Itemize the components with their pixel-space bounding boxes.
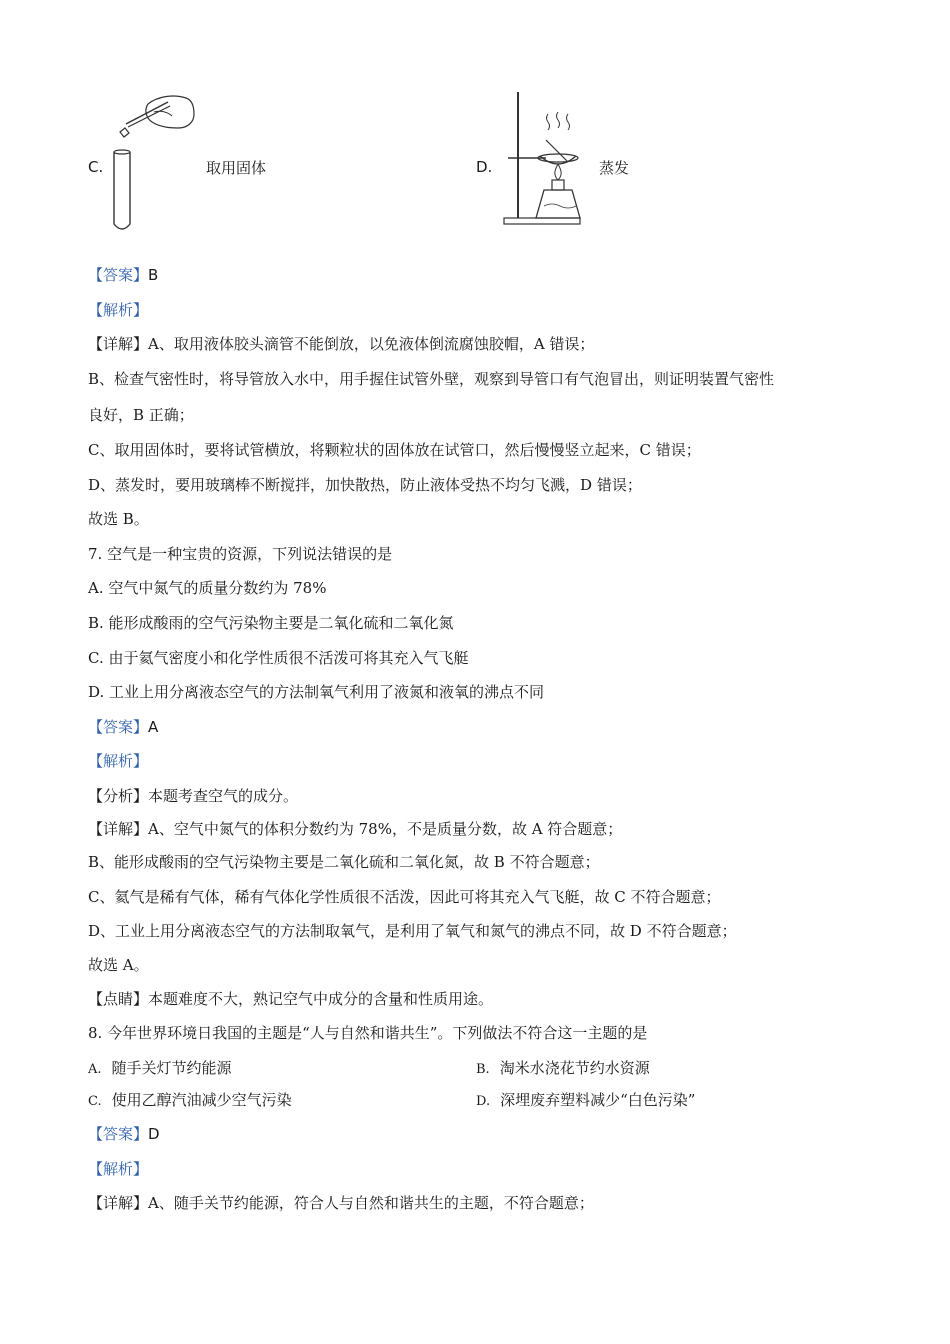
analysis-tag: 【解析】 — [88, 301, 149, 319]
answer-tag: 【答案】 — [88, 718, 149, 736]
answer-tag: 【答案】 — [88, 266, 149, 284]
option-c-caption: 取用固体 — [206, 159, 267, 177]
detail-line: 【详解】A、取用液体胶头滴管不能倒放，以免液体倒流腐蚀胶帽，A 错误； — [88, 335, 595, 353]
question-8-stem: 8. 今年世界环境日我国的主题是“人与自然和谐共生”。下列做法不符合这一主题的是 — [88, 1024, 648, 1042]
option-d-letter: D. — [476, 158, 493, 176]
test-tube-solid-illustration — [108, 92, 200, 234]
answer-line-q6 — [88, 265, 868, 285]
evaporation-apparatus-illustration — [500, 90, 592, 230]
question-7-stem: 7. 空气是一种宝贵的资源，下列说法错误的是 — [88, 545, 393, 563]
detail-line: C、氦气是稀有气体，稀有气体化学性质很不活泼，因此可将其充入气飞艇，故 C 不符合题意； — [88, 888, 721, 906]
analysis-heading-q7 — [88, 751, 868, 771]
figure-row — [0, 88, 950, 238]
question-8-option-d: D. 深埋废弃塑料减少“白色污染” — [476, 1091, 696, 1109]
answer-value: A — [148, 718, 159, 736]
question-8-option-b: B. 淘米水浇花节约水资源 — [476, 1059, 650, 1077]
question-7-option-d: D. 工业上用分离液态空气的方法制氧气利用了液氮和液氧的沸点不同 — [88, 683, 545, 701]
option-c-letter: C. — [88, 158, 104, 176]
conclusion-line: 故选 A。 — [88, 956, 149, 974]
conclusion-line: 故选 B。 — [88, 510, 149, 528]
question-7-option-c: C. 由于氦气密度小和化学性质很不活泼可将其充入气飞艇 — [88, 649, 469, 667]
detail-line: 【详解】A、随手关节约能源，符合人与自然和谐共生的主题，不符合题意； — [88, 1194, 594, 1212]
question-8-option-a: A. 随手关灯节约能源 — [88, 1059, 232, 1077]
detail-line: B、检查气密性时，将导管放入水中，用手握住试管外壁，观察到导管口有气泡冒出，则证明装置气密性 — [88, 370, 775, 388]
detail-line: B、能形成酸雨的空气污染物主要是二氧化硫和二氧化氮，故 B 不符合题意； — [88, 853, 600, 871]
answer-line-q7 — [88, 717, 868, 737]
detail-line: D、蒸发时，要用玻璃棒不断搅拌，加快散热，防止液体受热不均匀飞溅，D 错误； — [88, 476, 642, 494]
analysis-tag: 【解析】 — [88, 752, 149, 770]
detail-line: D、工业上用分离液态空气的方法制取氧气，是利用了氧气和氮气的沸点不同，故 D 不符合题意； — [88, 922, 737, 940]
detail-line: 【详解】A、空气中氮气的体积分数约为 78%，不是质量分数，故 A 符合题意； — [88, 820, 623, 838]
detail-line: C、取用固体时，要将试管横放，将颗粒状的固体放在试管口，然后慢慢竖立起来，C 错误； — [88, 441, 701, 459]
analysis-heading-q6 — [88, 300, 868, 320]
question-8-option-c: C. 使用乙醇汽油减少空气污染 — [88, 1091, 292, 1109]
question-7-option-a: A. 空气中氮气的质量分数约为 78% — [88, 579, 327, 597]
answer-value: D — [148, 1125, 160, 1143]
answer-tag: 【答案】 — [88, 1125, 149, 1143]
answer-line-q8 — [88, 1124, 868, 1144]
analysis-line: 【分析】本题考查空气的成分。 — [88, 787, 299, 805]
answer-value: B — [148, 266, 159, 284]
tip-line: 【点睛】本题难度不大，熟记空气中成分的含量和性质用途。 — [88, 990, 494, 1008]
analysis-tag: 【解析】 — [88, 1160, 149, 1178]
option-d-caption: 蒸发 — [599, 159, 630, 177]
analysis-heading-q8 — [88, 1159, 868, 1179]
question-7-option-b: B. 能形成酸雨的空气污染物主要是二氧化硫和二氧化氮 — [88, 614, 454, 632]
detail-line: 良好，B 正确； — [88, 406, 194, 424]
